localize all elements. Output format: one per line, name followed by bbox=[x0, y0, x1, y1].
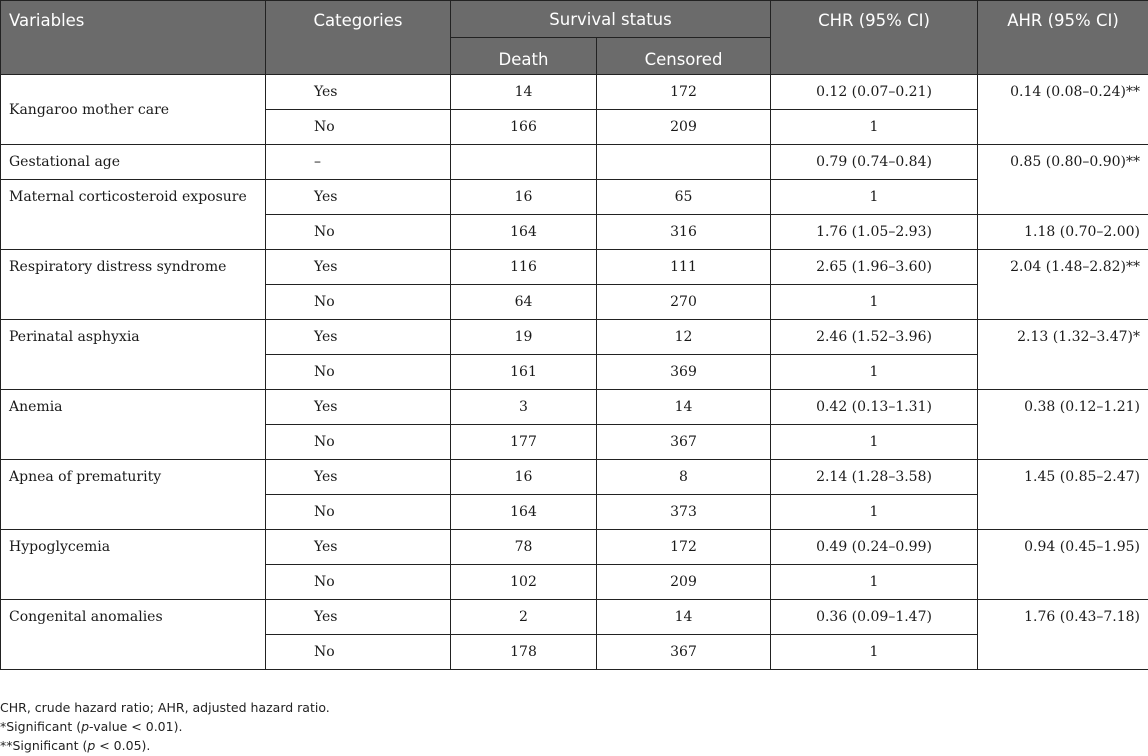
censored-cell: 369 bbox=[597, 355, 771, 390]
censored-cell: 367 bbox=[597, 425, 771, 460]
table-row bbox=[1, 250, 1148, 285]
header-censored: Censored bbox=[597, 38, 771, 75]
header-categories: Categories bbox=[266, 1, 451, 75]
category-cell: No bbox=[266, 495, 451, 530]
table-row bbox=[1, 320, 1148, 355]
category-cell: Yes bbox=[266, 320, 451, 355]
ahr-cell: 2.04 (1.48–2.82)** bbox=[978, 250, 1148, 320]
censored-cell: 8 bbox=[597, 460, 771, 495]
censored-cell: 172 bbox=[597, 75, 771, 110]
category-cell: Yes bbox=[266, 250, 451, 285]
censored-cell: 14 bbox=[597, 600, 771, 635]
variable-cell: Apnea of prematurity bbox=[1, 460, 266, 530]
category-cell: Yes bbox=[266, 180, 451, 215]
variable-cell: Gestational age bbox=[1, 145, 266, 180]
censored-cell bbox=[597, 145, 771, 180]
chr-cell: 0.79 (0.74–0.84) bbox=[771, 145, 978, 180]
ahr-cell: 0.14 (0.08–0.24)** bbox=[978, 75, 1148, 145]
table-row bbox=[1, 600, 1148, 635]
table-row bbox=[1, 75, 1148, 110]
chr-cell: 0.36 (0.09–1.47) bbox=[771, 600, 978, 635]
censored-cell: 367 bbox=[597, 635, 771, 670]
table-row bbox=[1, 390, 1148, 425]
chr-cell: 0.49 (0.24–0.99) bbox=[771, 530, 978, 565]
censored-cell: 65 bbox=[597, 180, 771, 215]
chr-cell: 1 bbox=[771, 565, 978, 600]
variable-cell: Congenital anomalies bbox=[1, 600, 266, 670]
variable-cell: Perinatal asphyxia bbox=[1, 320, 266, 390]
footnote-abbreviations: CHR, crude hazard ratio; AHR, adjusted hazard ratio. bbox=[0, 700, 330, 715]
death-cell: 64 bbox=[451, 285, 597, 320]
censored-cell: 209 bbox=[597, 110, 771, 145]
category-cell: – bbox=[266, 145, 451, 180]
censored-cell: 316 bbox=[597, 215, 771, 250]
death-cell: 16 bbox=[451, 180, 597, 215]
death-cell: 14 bbox=[451, 75, 597, 110]
category-cell: Yes bbox=[266, 460, 451, 495]
category-cell: Yes bbox=[266, 75, 451, 110]
chr-cell: 0.12 (0.07–0.21) bbox=[771, 75, 978, 110]
chr-cell: 2.14 (1.28–3.58) bbox=[771, 460, 978, 495]
chr-cell: 0.42 (0.13–1.31) bbox=[771, 390, 978, 425]
chr-cell: 1 bbox=[771, 425, 978, 460]
ahr-cell: 2.13 (1.32–3.47)* bbox=[978, 320, 1148, 390]
death-cell: 164 bbox=[451, 215, 597, 250]
table-row bbox=[1, 460, 1148, 495]
ahr-cell: 1.18 (0.70–2.00) bbox=[978, 215, 1148, 250]
header-variables: Variables bbox=[1, 1, 266, 75]
death-cell: 178 bbox=[451, 635, 597, 670]
death-cell: 16 bbox=[451, 460, 597, 495]
category-cell: Yes bbox=[266, 530, 451, 565]
censored-cell: 373 bbox=[597, 495, 771, 530]
ahr-cell: 0.85 (0.80–0.90)** bbox=[978, 145, 1148, 215]
table-footnotes bbox=[0, 698, 330, 755]
censored-cell: 172 bbox=[597, 530, 771, 565]
category-cell: No bbox=[266, 110, 451, 145]
category-cell: No bbox=[266, 215, 451, 250]
censored-cell: 14 bbox=[597, 390, 771, 425]
category-cell: Yes bbox=[266, 600, 451, 635]
footnote-significant-005: **Significant (p < 0.05). bbox=[0, 738, 151, 753]
category-cell: No bbox=[266, 355, 451, 390]
variable-cell: Hypoglycemia bbox=[1, 530, 266, 600]
variable-cell: Maternal corticosteroid exposure bbox=[1, 180, 266, 250]
header-death: Death bbox=[451, 38, 597, 75]
chr-cell: 1 bbox=[771, 355, 978, 390]
chr-cell: 1 bbox=[771, 495, 978, 530]
death-cell: 3 bbox=[451, 390, 597, 425]
death-cell: 19 bbox=[451, 320, 597, 355]
footnote-significant-001: *Significant (p-value < 0.01). bbox=[0, 719, 183, 734]
category-cell: No bbox=[266, 635, 451, 670]
censored-cell: 12 bbox=[597, 320, 771, 355]
chr-cell: 2.65 (1.96–3.60) bbox=[771, 250, 978, 285]
death-cell: 102 bbox=[451, 565, 597, 600]
category-cell: Yes bbox=[266, 390, 451, 425]
death-cell: 166 bbox=[451, 110, 597, 145]
table-row bbox=[1, 180, 1148, 215]
header-ahr: AHR (95% CI) bbox=[978, 1, 1148, 75]
table-row bbox=[1, 530, 1148, 565]
ahr-cell: 1.76 (0.43–7.18) bbox=[978, 600, 1148, 670]
chr-cell: 1.76 (1.05–2.93) bbox=[771, 215, 978, 250]
header-chr: CHR (95% CI) bbox=[771, 1, 978, 75]
death-cell: 2 bbox=[451, 600, 597, 635]
header-survival-status: Survival status bbox=[451, 1, 771, 38]
death-cell: 78 bbox=[451, 530, 597, 565]
variable-cell: Anemia bbox=[1, 390, 266, 460]
ahr-cell: 0.38 (0.12–1.21) bbox=[978, 390, 1148, 460]
variable-cell: Kangaroo mother care bbox=[1, 75, 266, 145]
category-cell: No bbox=[266, 565, 451, 600]
category-cell: No bbox=[266, 425, 451, 460]
death-cell: 161 bbox=[451, 355, 597, 390]
chr-cell: 2.46 (1.52–3.96) bbox=[771, 320, 978, 355]
death-cell: 164 bbox=[451, 495, 597, 530]
category-cell: No bbox=[266, 285, 451, 320]
death-cell bbox=[451, 145, 597, 180]
variable-cell: Respiratory distress syndrome bbox=[1, 250, 266, 320]
death-cell: 177 bbox=[451, 425, 597, 460]
table-row bbox=[1, 145, 1148, 180]
censored-cell: 209 bbox=[597, 565, 771, 600]
ahr-cell: 0.94 (0.45–1.95) bbox=[978, 530, 1148, 600]
censored-cell: 111 bbox=[597, 250, 771, 285]
chr-cell: 1 bbox=[771, 635, 978, 670]
death-cell: 116 bbox=[451, 250, 597, 285]
chr-cell: 1 bbox=[771, 285, 978, 320]
censored-cell: 270 bbox=[597, 285, 771, 320]
ahr-cell: 1.45 (0.85–2.47) bbox=[978, 460, 1148, 530]
chr-cell: 1 bbox=[771, 110, 978, 145]
chr-cell: 1 bbox=[771, 180, 978, 215]
